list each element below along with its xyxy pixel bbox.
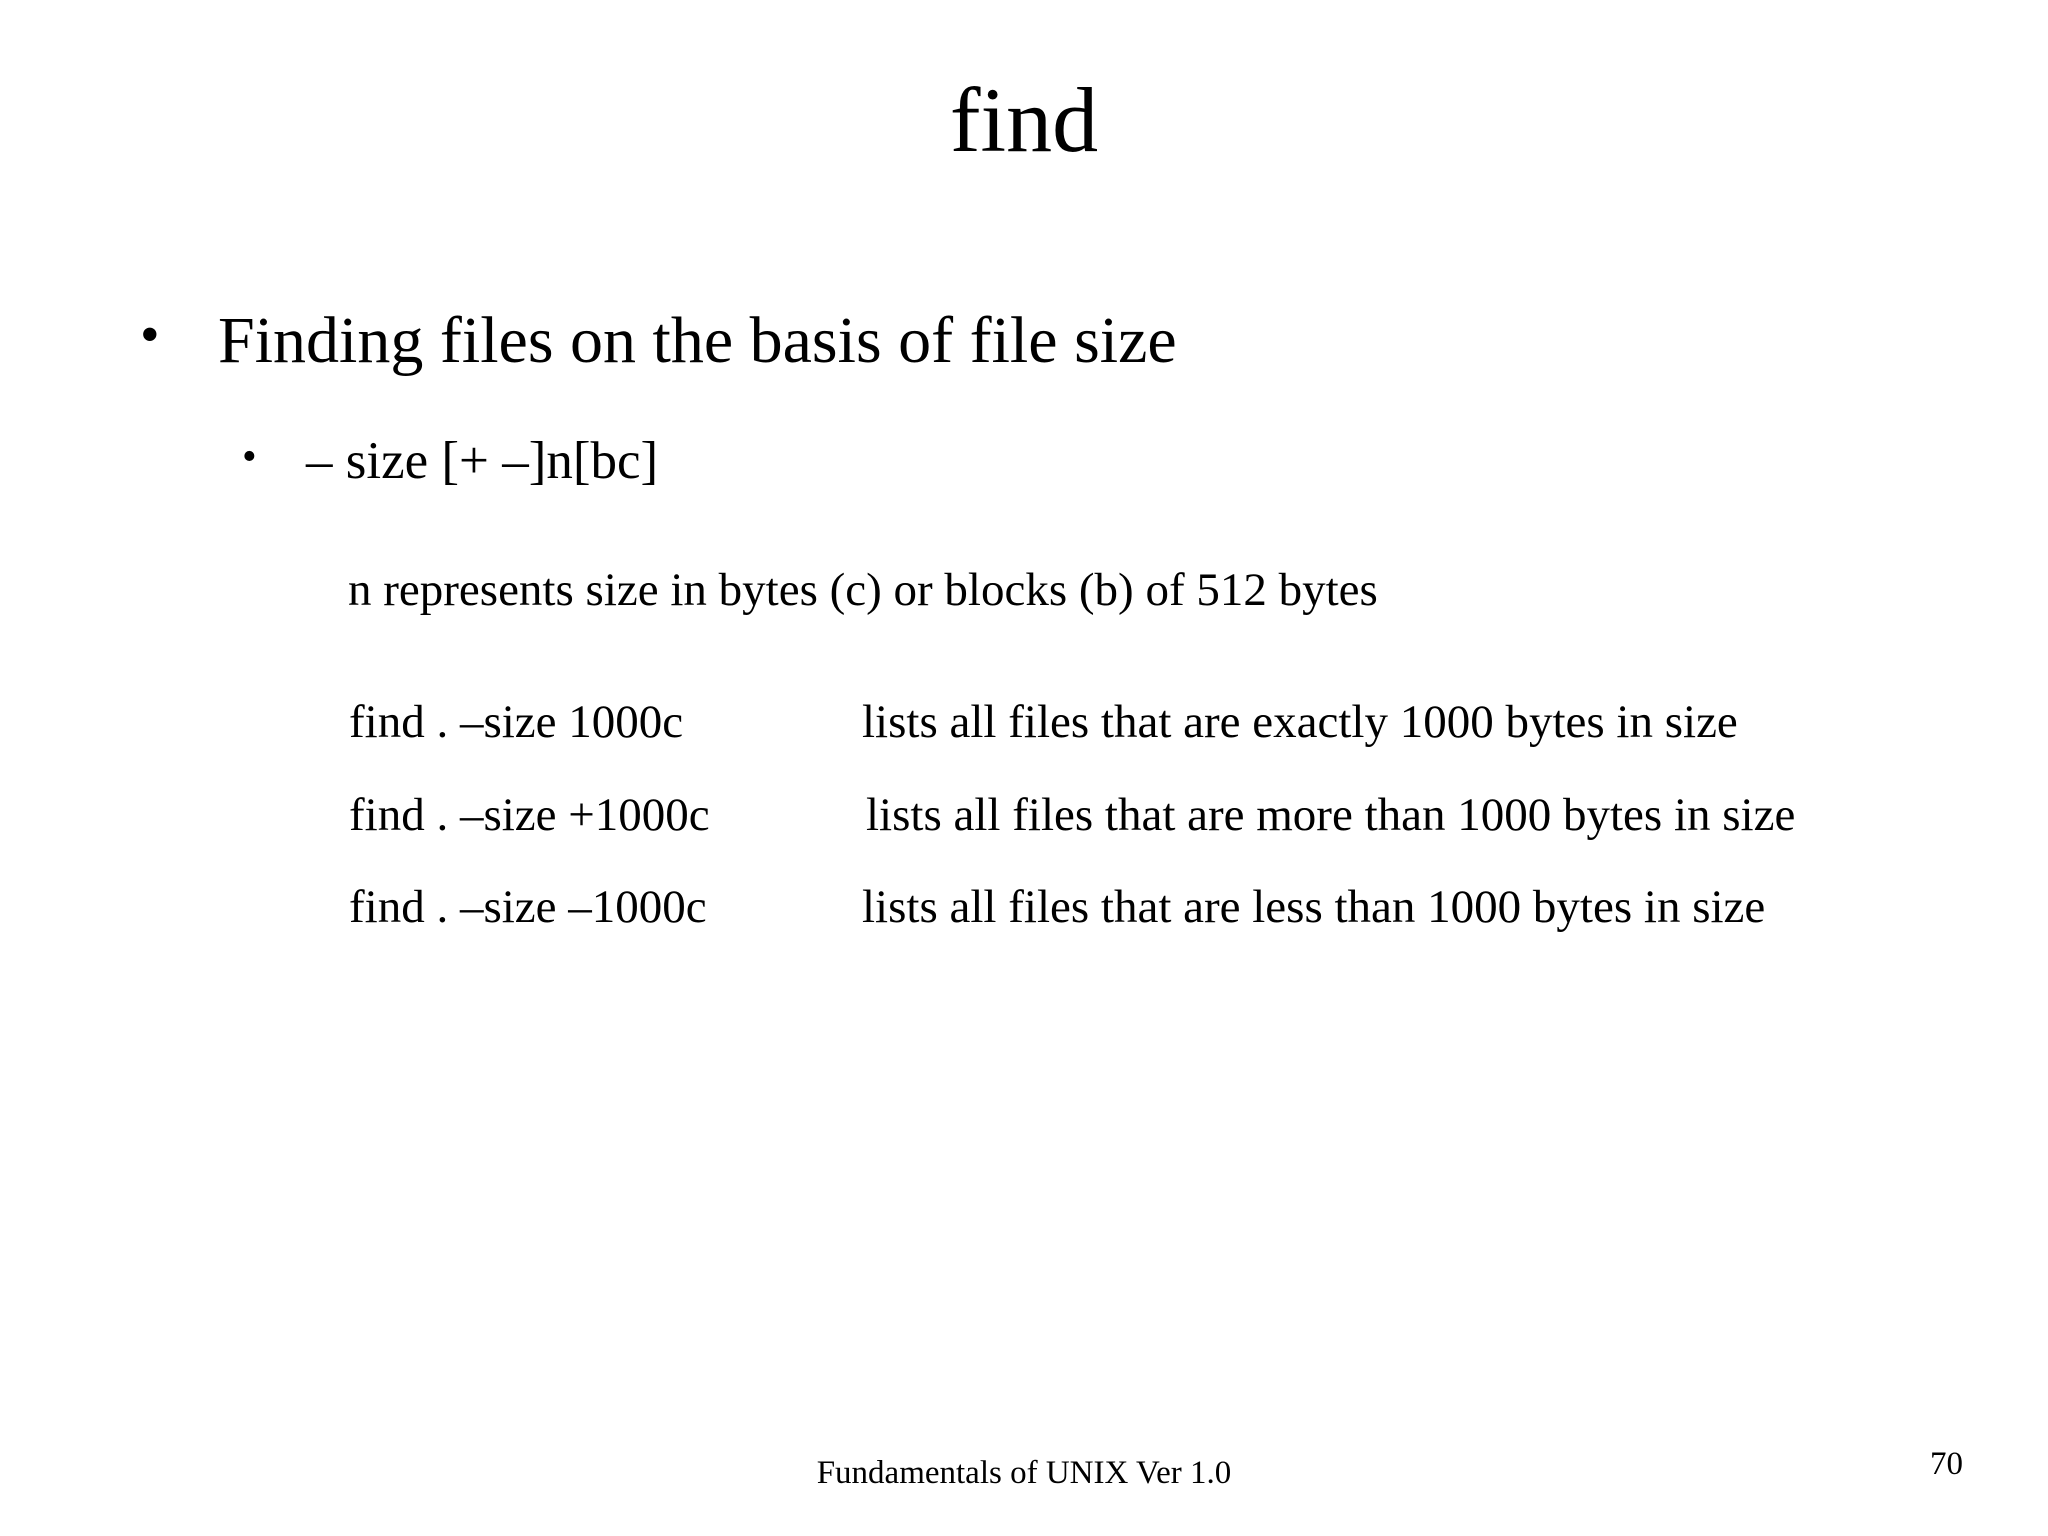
page-number: 70 — [1930, 1446, 1963, 1482]
example-description: lists all files that are less than 1000 bytes in size — [862, 881, 1766, 933]
example-description: lists all files that are more than 1000 bytes in size — [866, 789, 1796, 841]
example-description: lists all files that are exactly 1000 bytes in size — [862, 696, 1738, 748]
size-note: n represents size in bytes (c) or blocks (b) of 512 bytes — [348, 564, 1378, 616]
slide-footer: Fundamentals of UNIX Ver 1.0 — [816, 1455, 1232, 1491]
bullet-main-text: Finding files on the basis of file size — [218, 304, 1177, 377]
bullet-sub-text: – size [+ –]n[bc] — [306, 432, 659, 490]
slide-title: find — [949, 69, 1099, 171]
example-command: find . –size 1000c — [349, 696, 684, 748]
example-command: find . –size +1000c — [349, 789, 710, 841]
bullet-dot-icon: • — [140, 304, 160, 366]
bullet-dot-icon: • — [242, 434, 257, 480]
example-command: find . –size –1000c — [349, 881, 707, 933]
